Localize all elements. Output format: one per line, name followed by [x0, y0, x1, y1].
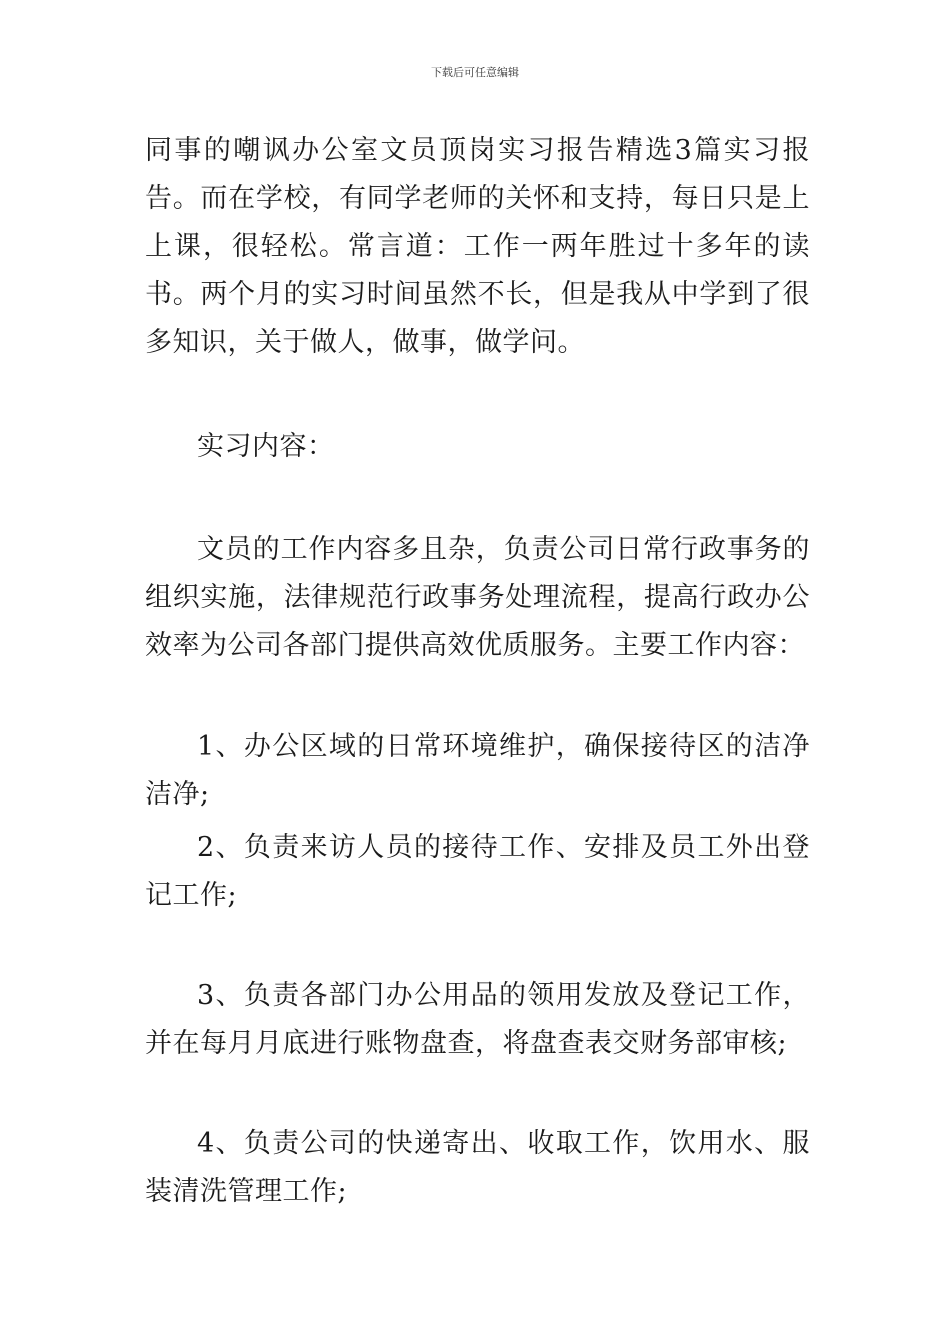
list-item-1: 1、办公区域的日常环境维护，确保接待区的洁净洁净;: [145, 731, 810, 810]
paragraph-intro: 同事的嘲讽办公室文员顶岗实习报告精选3篇实习报告。而在学校，有同学老师的关怀和支持，每日只是上上课，很轻松。常言道：工作一两年胜过十多年的读书。两个月的实习时间虽然不长，但是我从中学到了很多知识，关于做人，做事，做学问。: [145, 135, 810, 358]
list-item-4: 4、负责公司的快递寄出、收取工作，饮用水、服装清洗管理工作;: [145, 1128, 810, 1207]
paragraph-section-heading: 实习内容：: [197, 431, 335, 462]
list-item-2: 2、负责来访人员的接待工作、安排及员工外出登记工作;: [145, 832, 810, 911]
paragraph-work-summary: 文员的工作内容多且杂，负责公司日常行政事务的组织实施，法律规范行政事务处理流程，提高行政办公效率为公司各部门提供高效优质服务。主要工作内容：: [145, 534, 810, 661]
list-item-3: 3、负责各部门办公用品的领用发放及登记工作，并在每月月底进行账物盘查，将盘查表交财务部审核;: [145, 980, 810, 1059]
page-header: 下载后可任意编辑: [431, 66, 519, 79]
